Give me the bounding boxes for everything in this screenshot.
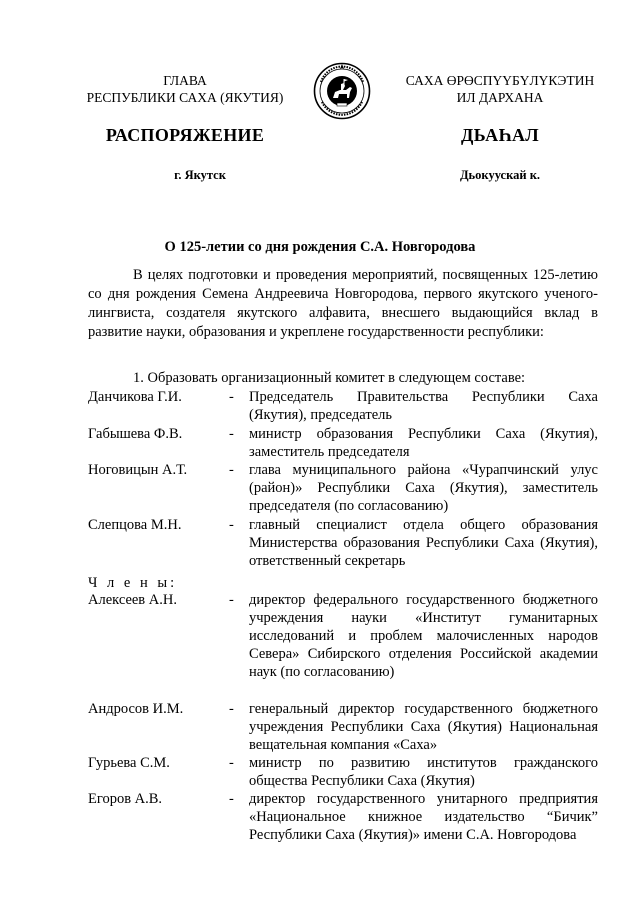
issuer-right-line2: ИЛ ДАРХАНА [456, 90, 544, 105]
member-role: главный специалист отдела общего образования Министерства образования Республики Саха (Якутия), ответственный секретарь [249, 517, 598, 569]
member-name: Ноговицын А.Т. [88, 462, 188, 478]
member-name: Габышева Ф.В. [88, 426, 183, 442]
member-role: генеральный директор государственного бюджетного учреждения Республики Саха (Якутия) Национальная вещательная компания «Саха» [249, 701, 598, 753]
city-left: г. Якутск [174, 168, 226, 182]
member-dash: - [229, 791, 234, 807]
member-dash: - [229, 755, 234, 771]
member-dash: - [229, 426, 234, 442]
member-name: Слепцова М.Н. [88, 517, 182, 533]
member-dash: - [229, 389, 234, 405]
member-role: Председатель Правительства Республики Саха (Якутия), председатель [249, 389, 598, 423]
doc-type-left: РАСПОРЯЖЕНИЕ [105, 125, 265, 145]
issuer-left-line2: РЕСПУБЛИКИ САХА (ЯКУТИЯ) [86, 90, 284, 105]
member-dash: - [229, 592, 234, 608]
members-header: Ч л е н ы: [88, 575, 178, 591]
member-name: Данчикова Г.И. [88, 389, 182, 405]
member-dash: - [229, 701, 234, 717]
doc-type-right: ДЬАҺАЛ [461, 125, 539, 145]
member-role: директор государственного унитарного предприятия «Национальное книжное издательство “Бичик” Республики Саха (Якутия)» имени С.А. Новгородова [249, 791, 598, 843]
member-role: министр по развитию институтов гражданского общества Республики Саха (Якутия) [249, 755, 598, 789]
member-name: Алексеев А.Н. [88, 592, 177, 608]
issuer-left-line1: ГЛАВА [163, 73, 207, 88]
issuer-right [360, 72, 640, 106]
issuer-right-line1: САХА ӨРӨСПҮҮБҮЛҮКЭТИН [405, 73, 595, 88]
member-dash: - [229, 462, 234, 478]
member-role: министр образования Республики Саха (Якутия), заместитель председателя [249, 426, 598, 460]
member-name: Егоров А.В. [88, 791, 163, 807]
member-name: Андросов И.М. [88, 701, 184, 717]
member-dash: - [229, 517, 234, 533]
city-right: Дьокуускай к. [459, 168, 541, 182]
member-role: директор федерального государственного бюджетного учреждения науки «Институт гуманитарных исследований и проблем малочисленных народов Севера» Сибирского отделения Российской академии наук (по согласованию) [249, 592, 598, 680]
intro-paragraph: В целях подготовки и проведения мероприятий, посвященных 125-летию со дня рождения Семена Андреевича Новгородова, первого якутского ученого-лингвиста, создателя якутского алфавита, внесшего выдающийся вклад в развитие науки, образования и укреплене государственности республики: [88, 267, 598, 340]
item-1: 1. Образовать организационный комитет в следующем составе: [133, 370, 526, 386]
issuer-left [40, 72, 330, 106]
document-title: О 125-летии со дня рождения С.А. Новгородова [164, 239, 476, 255]
member-name: Гурьева С.М. [88, 755, 170, 771]
member-role: глава муниципального района «Чурапчинский улус (район)» Республики Саха (Якутия), заместитель председателя (по согласованию) [249, 462, 598, 514]
